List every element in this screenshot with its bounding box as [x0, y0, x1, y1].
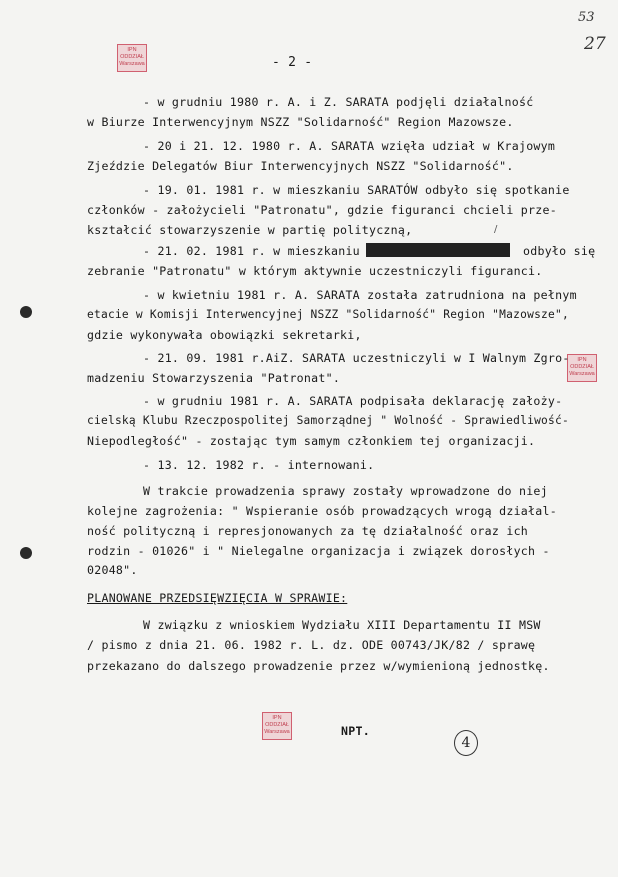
text-line: - 20 i 21. 12. 1980 r. A. SARATA wzięła udział w Krajowym [143, 139, 556, 153]
ipn-stamp: IPN ODDZIAŁ Warszawa [262, 712, 292, 740]
text-line: kształcić stowarzyszenie w partię polityczną, [87, 223, 413, 237]
text-line: - 13. 12. 1982 r. - internowani. [143, 458, 375, 472]
text-line: - 21. 02. 1981 r. w mieszkaniu [143, 244, 360, 258]
text-line: - w grudniu 1980 r. A. i Z. SARATA podjęli działalność [143, 95, 534, 109]
text-line: - w kwietniu 1981 r. A. SARATA została zatrudniona na pełnym [143, 288, 577, 302]
text-line: 02048". [87, 563, 138, 577]
text-line: Niepodległość" - zostając tym samym członkiem tej organizacji. [87, 434, 536, 448]
circled-page-number: 4 [454, 730, 478, 756]
section-heading: PLANOWANE PRZEDSIĘWZIĘCIA W SPRAWIE: [87, 591, 348, 605]
text-line: członków - założycieli "Patronatu", gdzie figuranci chcieli prze- [87, 203, 557, 217]
text-line: etacie w Komisji Interwencyjnej NSZZ "Solidarność" Region "Mazowsze", [87, 308, 569, 321]
text-line: odbyło się [523, 244, 596, 258]
text-line: zebranie "Patronatu" w którym aktywnie uczestniczyli figuranci. [87, 264, 543, 278]
text-line: - w grudniu 1981 r. A. SARATA podpisała deklarację założy- [143, 394, 563, 408]
text-line: / pismo z dnia 21. 06. 1982 r. L. dz. ODE 00743/JK/82 / sprawę [87, 638, 536, 652]
text-line: madzeniu Stowarzyszenia "Patronat". [87, 371, 341, 385]
ipn-stamp: IPN ODDZIAŁ Warszawa [117, 44, 147, 72]
text-line: w Biurze Interwencyjnym NSZZ "Solidarność" Region Mazowsze. [87, 115, 514, 129]
text-line: - 21. 09. 1981 r.AiZ. SARATA uczestniczyli w I Walnym Zgro- [143, 351, 570, 365]
binder-hole [20, 547, 32, 559]
npt-mark: NPT. [341, 724, 370, 738]
text-line: cielską Klubu Rzeczpospolitej Samorządnej " Wolność - Sprawiedliwość- [87, 414, 569, 427]
ipn-stamp: IPN ODDZIAŁ Warszawa [567, 354, 597, 382]
text-line: ność polityczną i represjonowanych za tę działalność oraz ich [87, 524, 529, 538]
archive-folio-bottom: 27 [584, 34, 606, 54]
text-line: W trakcie prowadzenia sprawy zostały wprowadzone do niej [143, 484, 548, 498]
redaction-block [366, 243, 510, 257]
stray-mark: / [494, 224, 498, 235]
text-line: rodzin - 01026" i " Nielegalne organizacja i związek dorosłych - [87, 544, 550, 558]
text-line: Zjeździe Delegatów Biur Interwencyjnych NSZZ "Solidarność". [87, 159, 514, 173]
text-line: W związku z wnioskiem Wydziału XIII Departamentu II MSW [143, 618, 541, 632]
text-line: - 19. 01. 1981 r. w mieszkaniu SARATÓW odbyło się spotkanie [143, 183, 570, 197]
binder-hole [20, 306, 32, 318]
page-number: - 2 - [272, 55, 313, 70]
text-line: kolejne zagrożenia: " Wspieranie osób prowadzących wrogą działal- [87, 504, 557, 518]
archive-folio-top: 53 [578, 10, 595, 25]
text-line: gdzie wykonywała obowiązki sekretarki, [87, 328, 362, 342]
text-line: przekazano do dalszego prowadzenie przez w/wymienioną jednostkę. [87, 659, 550, 673]
